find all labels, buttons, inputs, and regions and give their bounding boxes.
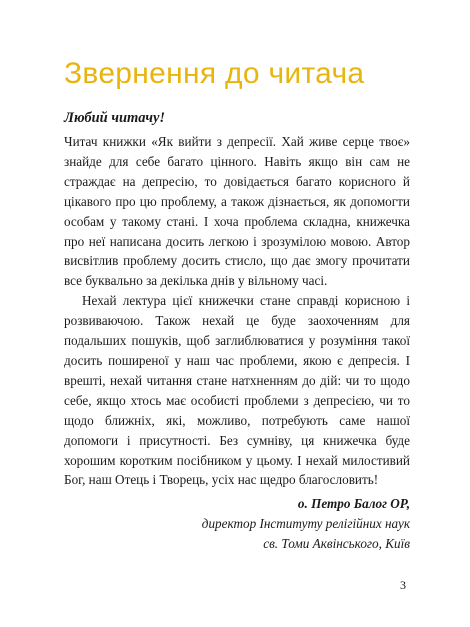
- signature-author: о. Петро Балог ОР,: [297, 496, 410, 512]
- greeting: Любий читачу!: [64, 110, 166, 126]
- paragraph-2: Нехай лектура цієї книжечки стане справді корисною і розвиваючою. Також нехай це буде заохоченням для подальших пошуків, щоб заглиблюватися у розуміння такої досить поширеної у наш час проблеми, якою є депресія. І врешті, нехай читання стане натхненням до дій: чи то щодо себе, якщо хтось має особисті проблеми з депресією, чи то щодо ближніх, які, можливо, потребують саме нашої допомоги і присутності. Без сумніву, ця книжечка буде хорошим коротким посібником у цьому. І нехай милостивий Бог, наш Отець і Творець, усіх нас щедро благословить!: [64, 293, 410, 488]
- letter-body: [64, 132, 410, 490]
- paragraph-1: Читач книжки «Як вийти з депресії. Хай живе серце твоє» знайде для себе багато цінного. Навіть якщо він сам не страждає на депресію, то довідається багато корисного й цікавого про цю проблему, а також дізнається, як допомогти особам у такому стані. І хоча проблема складна, книжечка про неї написана досить легкою і зрозумілою мовою. Автор висвітлив проблему досить стисло, що дає змогу прочитати все буквально за декілька днів у вільному часі.: [64, 134, 410, 289]
- page-title: Звернення до читача: [64, 57, 365, 90]
- signature-role-line-1: директор Інституту релігійних наук: [201, 516, 410, 532]
- signature-role-line-2: св. Томи Аквінського, Київ: [263, 536, 410, 552]
- page-number: 3: [400, 578, 406, 592]
- signature-block: [64, 494, 410, 554]
